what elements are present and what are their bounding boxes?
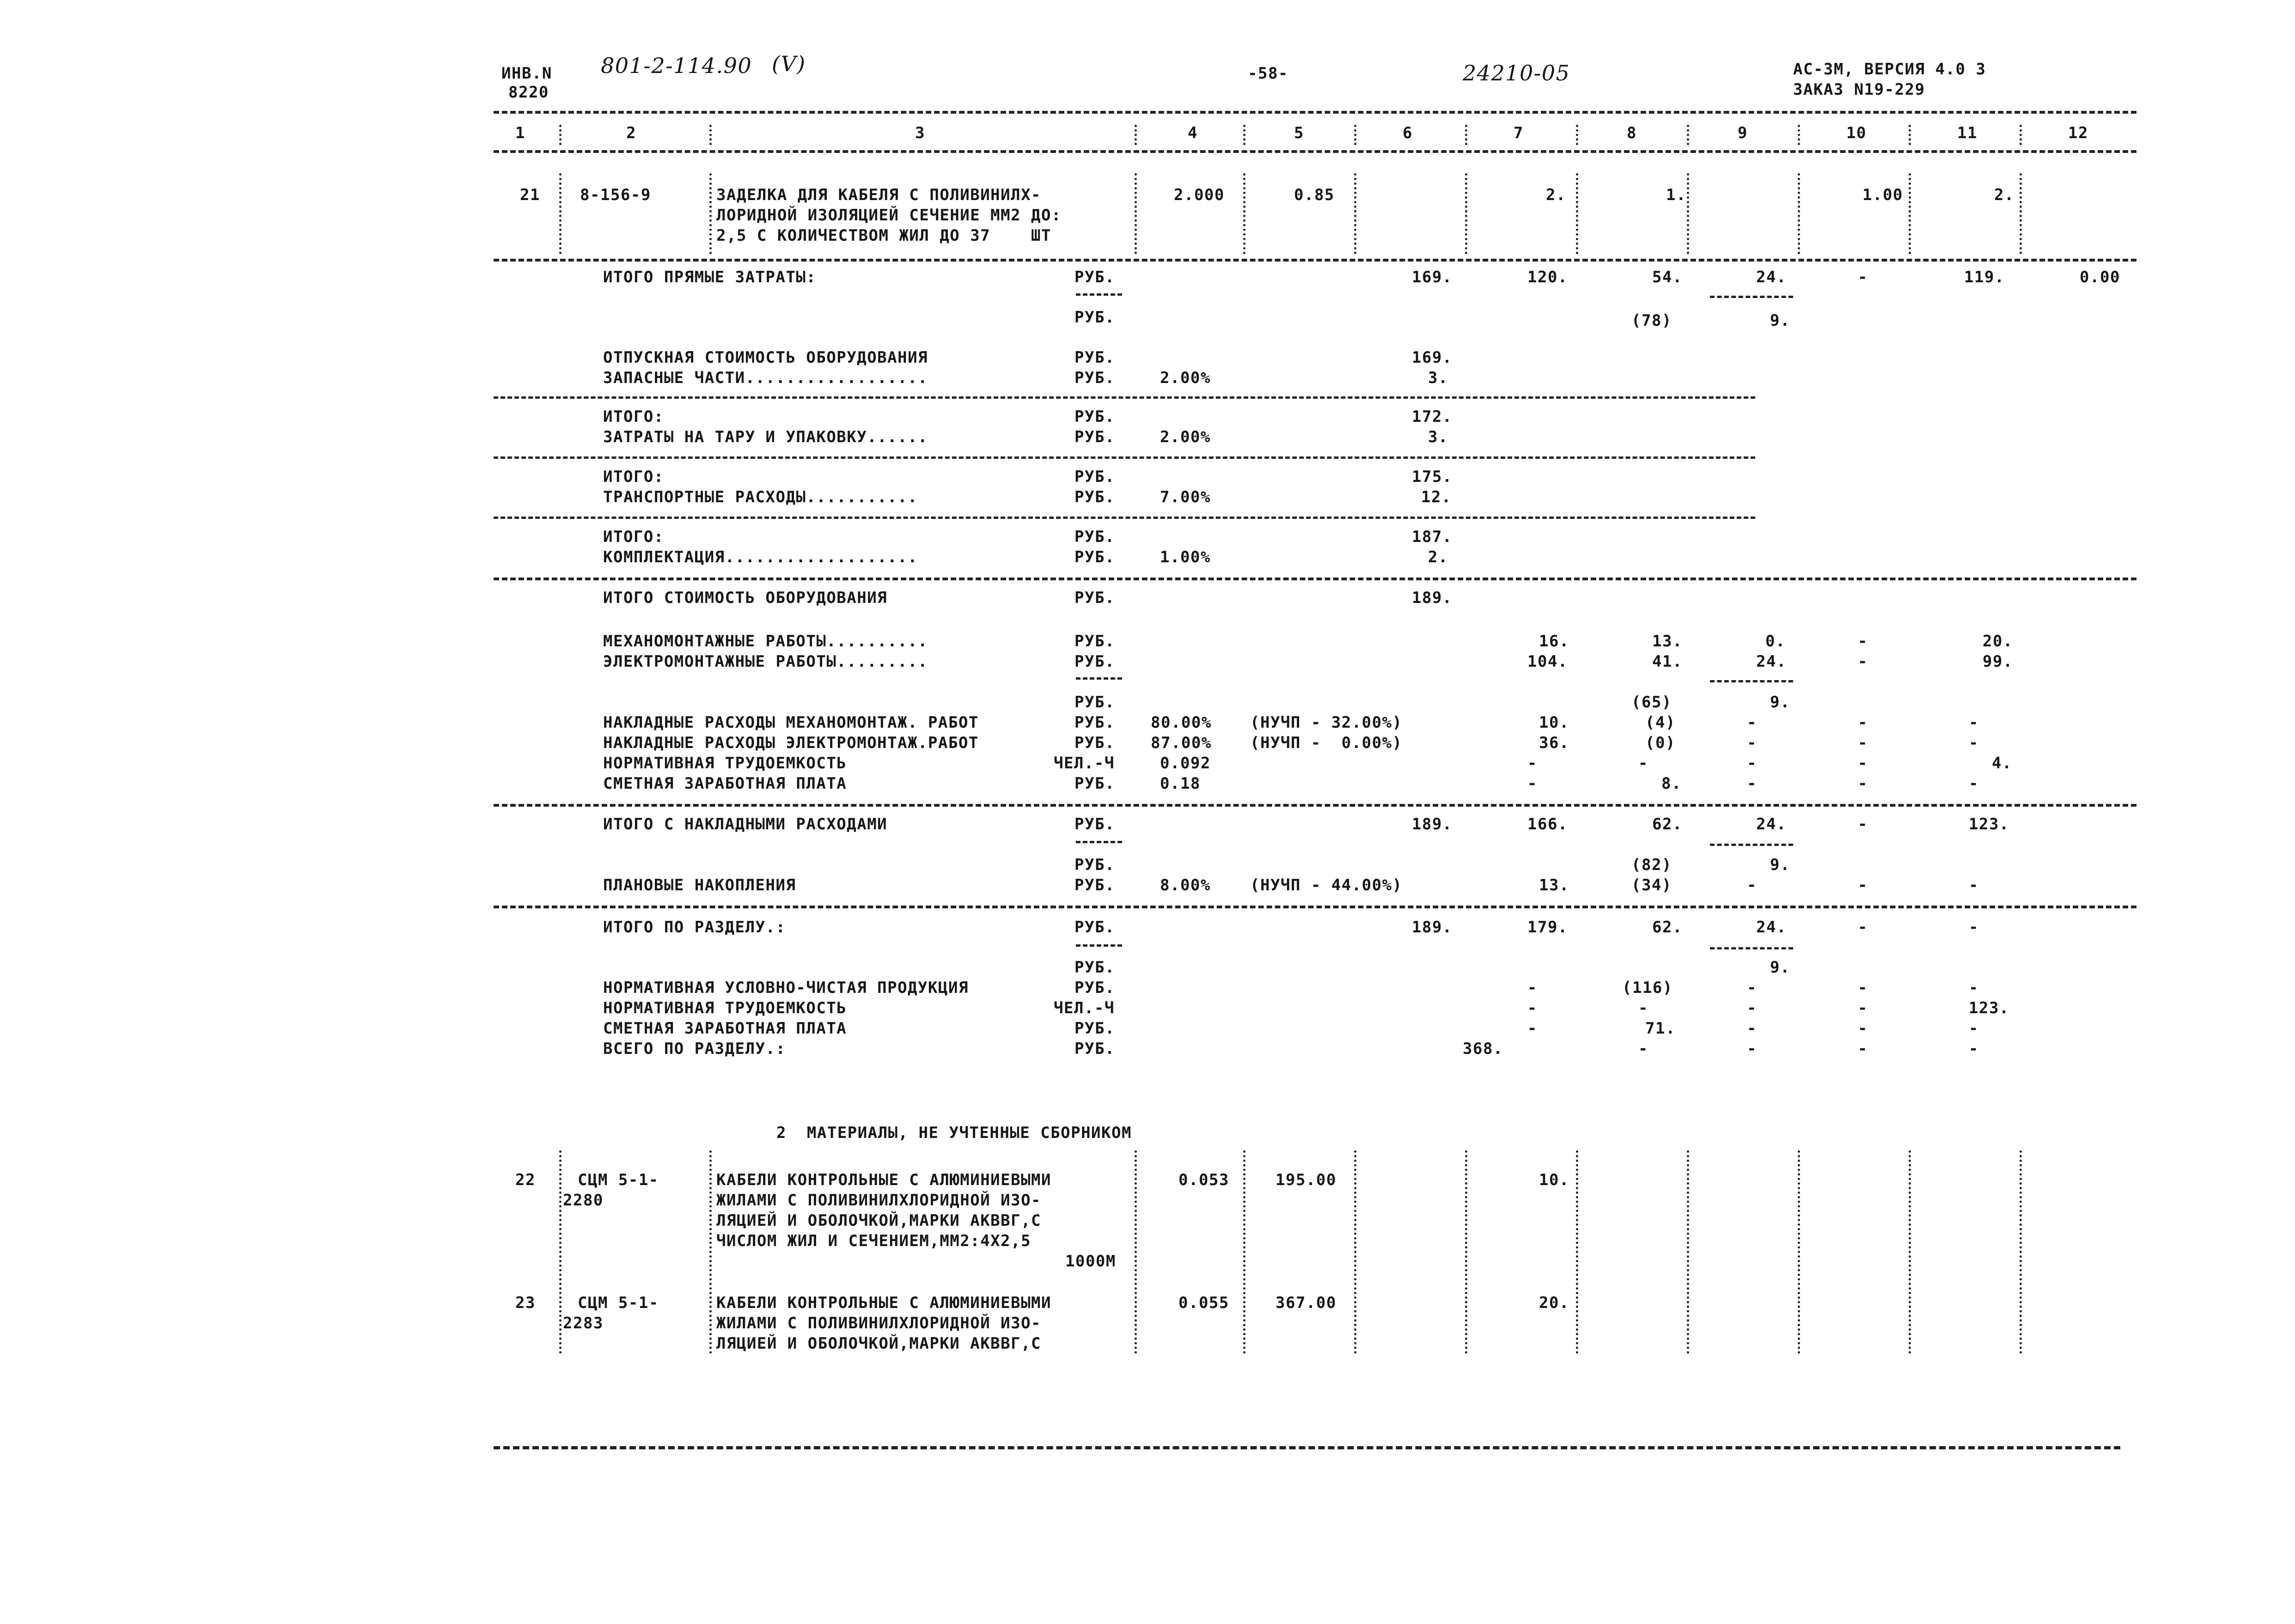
grand-total-col9: - <box>1747 1040 1757 1058</box>
item22-price: 195.00 <box>1276 1171 1337 1189</box>
labor1-label: НОРМАТИВНАЯ ТРУДОЕМКОСТЬ <box>603 754 847 772</box>
direct-costs-sub-rule <box>1076 293 1122 296</box>
item21-col-sep <box>1909 173 1911 254</box>
planned-savings-col10: - <box>1858 876 1868 894</box>
grand-total-col10: - <box>1858 1040 1868 1058</box>
labor1-value: 0.092 <box>1160 754 1211 772</box>
program-version: АС-3М, ВЕРСИЯ 4.0 3 <box>1793 60 1986 79</box>
item22-name-line4: ЧИСЛОМ ЖИЛ И СЕЧЕНИЕМ,ММ2:4Х2,5 <box>716 1232 1032 1250</box>
item22-name-line2: ЖИЛАМИ С ПОЛИВИНИЛХЛОРИДНОЙ ИЗО- <box>716 1191 1042 1210</box>
labor2-col8: - <box>1638 999 1648 1017</box>
column-number-11: 11 <box>1957 124 1978 142</box>
packaging-col6: 3. <box>1428 428 1448 446</box>
item21-col7: 2. <box>1546 186 1566 204</box>
column-number-10: 10 <box>1846 124 1867 142</box>
transport-unit: РУБ. <box>1074 488 1115 506</box>
section2-col-sep <box>709 1150 712 1354</box>
equip-price-col6: 169. <box>1412 348 1453 367</box>
mech-works-unit: РУБ. <box>1074 632 1115 651</box>
net-product-col8: (116) <box>1622 979 1673 997</box>
item21-col-sep <box>1687 173 1689 254</box>
overhead-elec-col7: 36. <box>1539 734 1569 752</box>
section2-col-sep <box>1465 1150 1467 1354</box>
overhead-mech-col9: - <box>1747 713 1757 732</box>
wage2-col11: - <box>1969 1019 1979 1038</box>
wage1-col9: - <box>1747 774 1757 793</box>
wage2-col9: - <box>1747 1019 1757 1038</box>
net-product-col7: - <box>1527 979 1538 997</box>
elec-works-col8-sub: (65) <box>1631 693 1672 712</box>
net-product-col11: - <box>1969 979 1979 997</box>
wage2-label: СМЕТНАЯ ЗАРАБОТНАЯ ПЛАТА <box>603 1019 847 1038</box>
equip-total-col6: 189. <box>1412 589 1453 607</box>
labor2-col9: - <box>1747 999 1757 1017</box>
document-mark: (V) <box>772 51 806 76</box>
overhead-mech-col7: 10. <box>1539 713 1569 732</box>
section-total-sub-rule <box>1710 947 1793 949</box>
wage1-col8: 8. <box>1661 774 1682 793</box>
item21-quantity: 2.000 <box>1174 186 1225 204</box>
overhead-mech-col11: - <box>1969 713 1979 732</box>
col-sep <box>1354 125 1356 145</box>
section-total-col11: - <box>1969 918 1979 937</box>
section2-col-sep <box>1135 1150 1137 1354</box>
item21-name-line3: 2,5 С КОЛИЧЕСТВОМ ЖИЛ ДО 37 ШТ <box>716 226 1052 245</box>
overhead-mech-label: НАКЛАДНЫЕ РАСХОДЫ МЕХАНОМОНТАЖ. РАБОТ <box>603 713 979 732</box>
item22-code-line2: 2280 <box>563 1191 604 1210</box>
section-total-col6: 189. <box>1412 918 1453 937</box>
rule-after-wage1 <box>494 804 2136 807</box>
item22-number: 22 <box>515 1171 536 1189</box>
direct-costs-sub-rule <box>1710 296 1793 298</box>
subtotal1-unit: РУБ. <box>1074 408 1115 426</box>
direct-costs-col7: 120. <box>1527 268 1568 286</box>
with-overhead-col8: 62. <box>1652 815 1683 833</box>
net-product-unit: РУБ. <box>1074 979 1115 997</box>
with-overhead-col6: 189. <box>1412 815 1453 833</box>
kit-col6: 2. <box>1428 548 1448 566</box>
item21-col-sep <box>1243 173 1245 254</box>
spare-parts-percent: 2.00% <box>1160 369 1211 387</box>
subtotal1-label: ИТОГО: <box>603 408 664 426</box>
equip-price-unit: РУБ. <box>1074 348 1115 367</box>
with-overhead-unit2: РУБ. <box>1074 856 1115 874</box>
wage2-unit: РУБ. <box>1074 1019 1115 1038</box>
planned-savings-label: ПЛАНОВЫЕ НАКОПЛЕНИЯ <box>603 876 796 894</box>
item23-quantity: 0.055 <box>1178 1294 1229 1312</box>
column-number-5: 5 <box>1294 124 1304 142</box>
mech-works-col7: 16. <box>1539 632 1569 651</box>
elec-works-label: ЭЛЕКТРОМОНТАЖНЫЕ РАБОТЫ......... <box>603 652 928 671</box>
item21-col-sep <box>2020 173 2022 254</box>
kit-percent: 1.00% <box>1160 548 1211 566</box>
column-number-7: 7 <box>1514 124 1524 142</box>
section-total-col9: 24. <box>1756 918 1787 937</box>
with-overhead-sub-rule <box>1076 841 1122 843</box>
mech-works-label: МЕХАНОМОНТАЖНЫЕ РАБОТЫ.......... <box>603 632 928 651</box>
net-product-label: НОРМАТИВНАЯ УСЛОВНО-ЧИСТАЯ ПРОДУКЦИЯ <box>603 979 969 997</box>
direct-costs-col10: - <box>1858 268 1868 286</box>
section-total-col10: - <box>1858 918 1868 937</box>
section2-col-sep <box>2020 1150 2022 1354</box>
mech-works-col9: 0. <box>1765 632 1786 651</box>
item21-name-line2: ЛОРИДНОЙ ИЗОЛЯЦИЕЙ СЕЧЕНИЕ ММ2 ДО: <box>716 206 1062 225</box>
mech-works-col11: 20. <box>1983 632 2013 651</box>
page-bottom-rule <box>494 1446 2120 1449</box>
wage1-col10: - <box>1858 774 1868 793</box>
overhead-mech-col8: (4) <box>1645 713 1676 732</box>
planned-savings-unit: РУБ. <box>1074 876 1115 894</box>
kit-label: КОМПЛЕКТАЦИЯ................... <box>603 548 918 566</box>
overhead-elec-col11: - <box>1969 734 1979 752</box>
header-rule-top <box>494 111 2136 114</box>
labor2-unit: ЧЕЛ.-Ч <box>1054 999 1115 1017</box>
overhead-elec-unit: РУБ. <box>1074 734 1115 752</box>
section-total-sub-rule <box>1076 944 1122 947</box>
direct-costs-col12: 0.00 <box>2080 268 2120 286</box>
column-number-3: 3 <box>915 124 925 142</box>
section2-col-sep <box>1687 1150 1689 1354</box>
direct-costs-unit: РУБ. <box>1074 268 1115 286</box>
header-rule-bottom <box>494 150 2136 153</box>
item21-col8: 1. <box>1666 186 1686 204</box>
item21-col-sep <box>1465 173 1467 254</box>
column-number-8: 8 <box>1627 124 1637 142</box>
section2-col-sep <box>1909 1150 1911 1354</box>
item23-name-line2: ЖИЛАМИ С ПОЛИВИНИЛХЛОРИДНОЙ ИЗО- <box>716 1314 1042 1332</box>
overhead-elec-col10: - <box>1858 734 1868 752</box>
labor2-label: НОРМАТИВНАЯ ТРУДОЕМКОСТЬ <box>603 999 847 1017</box>
direct-costs-col8-sub: (78) <box>1631 311 1672 330</box>
with-overhead-label: ИТОГО С НАКЛАДНЫМИ РАСХОДАМИ <box>603 815 888 833</box>
item21-col11: 2. <box>1994 186 2014 204</box>
equip-price-label: ОТПУСКНАЯ СТОИМОСТЬ ОБОРУДОВАНИЯ <box>603 348 928 367</box>
rule-after-packaging <box>494 456 1755 459</box>
item21-col-sep <box>1576 173 1578 254</box>
with-overhead-unit: РУБ. <box>1074 815 1115 833</box>
grand-total-col8: - <box>1638 1040 1648 1058</box>
inventory-label: ИНВ.N <box>501 64 552 83</box>
item23-price: 367.00 <box>1276 1294 1337 1312</box>
rule-after-planned-savings <box>494 906 2136 908</box>
section-total-col8: 62. <box>1652 918 1683 937</box>
packaging-percent: 2.00% <box>1160 428 1211 446</box>
kit-unit: РУБ. <box>1074 548 1115 566</box>
subtotal3-unit: РУБ. <box>1074 528 1115 546</box>
subtotal2-col6: 175. <box>1412 468 1453 486</box>
packaging-label: ЗАТРАТЫ НА ТАРУ И УПАКОВКУ...... <box>603 428 928 446</box>
item21-code: 8-156-9 <box>580 186 651 204</box>
labor1-col7: - <box>1527 754 1538 772</box>
item22-col7: 10. <box>1539 1171 1569 1189</box>
labor2-col11: 123. <box>1969 999 2009 1017</box>
elec-works-col9-sub: 9. <box>1770 693 1790 712</box>
col-sep <box>1798 125 1800 145</box>
col-sep <box>2020 125 2022 145</box>
item22-name-line3: ЛЯЦИЕЙ И ОБОЛОЧКОЙ,МАРКИ АКВВГ,С <box>716 1211 1042 1230</box>
overhead-elec-label: НАКЛАДНЫЕ РАСХОДЫ ЭЛЕКТРОМОНТАЖ.РАБОТ <box>603 734 979 752</box>
rule-after-item21 <box>494 259 2136 262</box>
labor1-col11: 4. <box>1992 754 2012 772</box>
subtotal3-col6: 187. <box>1412 528 1453 546</box>
column-number-12: 12 <box>2068 124 2088 142</box>
item23-code-line2: 2283 <box>563 1314 604 1332</box>
with-overhead-col9-sub: 9. <box>1770 856 1790 874</box>
with-overhead-col9: 24. <box>1756 815 1787 833</box>
transport-col6: 12. <box>1421 488 1452 506</box>
item22-code-line1: СЦМ 5-1- <box>578 1171 659 1189</box>
elec-works-col10: - <box>1858 652 1868 671</box>
item21-col-sep <box>709 173 712 254</box>
spare-parts-unit: РУБ. <box>1074 369 1115 387</box>
labor1-unit: ЧЕЛ.-Ч <box>1054 754 1115 772</box>
packaging-unit: РУБ. <box>1074 428 1115 446</box>
wage2-col10: - <box>1858 1019 1868 1038</box>
col-sep <box>1135 125 1137 145</box>
item21-col10: 1.00 <box>1862 186 1903 204</box>
direct-costs-unit2: РУБ. <box>1074 308 1115 327</box>
planned-savings-percent: 8.00% <box>1160 876 1211 894</box>
section-total-unit2: РУБ. <box>1074 958 1115 977</box>
item23-name-line3: ЛЯЦИЕЙ И ОБОЛОЧКОЙ,МАРКИ АКВВГ,С <box>716 1334 1042 1353</box>
planned-savings-col9: - <box>1747 876 1757 894</box>
section-total-unit: РУБ. <box>1074 918 1115 937</box>
item21-price: 0.85 <box>1294 186 1335 204</box>
item21-number: 21 <box>520 186 540 204</box>
grand-total-label: ВСЕГО ПО РАЗДЕЛУ.: <box>603 1040 786 1058</box>
item21-col-sep <box>559 173 562 254</box>
elec-works-col7: 104. <box>1527 652 1568 671</box>
overhead-mech-note: (НУЧП - 32.00%) <box>1250 713 1403 732</box>
labor1-col8: - <box>1638 754 1648 772</box>
rule-after-kit <box>494 578 2136 580</box>
labor2-col10: - <box>1858 999 1868 1017</box>
section2-col-sep <box>1354 1150 1356 1354</box>
transport-label: ТРАНСПОРТНЫЕ РАСХОДЫ........... <box>603 488 918 506</box>
with-overhead-col11: 123. <box>1969 815 2009 833</box>
section2-col-sep <box>1243 1150 1245 1354</box>
wage1-col11: - <box>1969 774 1979 793</box>
mech-works-col8: 13. <box>1652 632 1683 651</box>
overhead-mech-unit: РУБ. <box>1074 713 1115 732</box>
grand-total-col11: - <box>1969 1040 1979 1058</box>
project-code: 24210-05 <box>1463 61 1570 85</box>
col-sep <box>559 125 562 145</box>
equip-total-label: ИТОГО СТОИМОСТЬ ОБОРУДОВАНИЯ <box>603 589 888 607</box>
rule-after-spare-parts <box>494 396 1755 399</box>
elec-works-sub-rule <box>1076 677 1122 680</box>
column-number-6: 6 <box>1403 124 1413 142</box>
rule-after-transport <box>494 517 1755 519</box>
net-product-col9: - <box>1747 979 1757 997</box>
direct-costs-col6: 169. <box>1412 268 1453 286</box>
col-sep <box>1576 125 1578 145</box>
mech-works-col10: - <box>1858 632 1868 651</box>
transport-percent: 7.00% <box>1160 488 1211 506</box>
section-total-col7: 179. <box>1527 918 1568 937</box>
direct-costs-col8: 54. <box>1652 268 1683 286</box>
item21-col-sep <box>1354 173 1356 254</box>
item21-col-sep <box>1135 173 1137 254</box>
section2-col-sep <box>1576 1150 1578 1354</box>
with-overhead-col10: - <box>1858 815 1868 833</box>
labor2-col7: - <box>1527 999 1538 1017</box>
item22-quantity: 0.053 <box>1178 1171 1229 1189</box>
col-sep <box>709 125 712 145</box>
elec-works-unit2: РУБ. <box>1074 693 1115 712</box>
wage2-col7: - <box>1527 1019 1538 1038</box>
grand-total-unit: РУБ. <box>1074 1040 1115 1058</box>
direct-costs-label: ИТОГО ПРЯМЫЕ ЗАТРАТЫ: <box>603 268 817 286</box>
column-number-9: 9 <box>1738 124 1748 142</box>
item21-name-line1: ЗАДЕЛКА ДЛЯ КАБЕЛЯ С ПОЛИВИНИЛХ- <box>716 186 1042 204</box>
section-total-col9-sub: 9. <box>1770 958 1790 977</box>
section-total-label: ИТОГО ПО РАЗДЕЛУ.: <box>603 918 786 937</box>
column-number-1: 1 <box>515 124 525 142</box>
item21-col-sep <box>1798 173 1800 254</box>
inventory-number: 8220 <box>508 83 549 102</box>
planned-savings-col7: 13. <box>1539 876 1569 894</box>
subtotal3-label: ИТОГО: <box>603 528 664 546</box>
wage1-value: 0.18 <box>1160 774 1201 793</box>
spare-parts-col6: 3. <box>1428 369 1448 387</box>
document-code: 801-2-114.90 <box>601 53 752 78</box>
section2-title: 2 МАТЕРИАЛЫ, НЕ УЧТЕННЫЕ СБОРНИКОМ <box>776 1124 1132 1142</box>
direct-costs-col9: 24. <box>1756 268 1787 286</box>
overhead-elec-col8: (0) <box>1645 734 1676 752</box>
labor1-col10: - <box>1858 754 1868 772</box>
wage1-label: СМЕТНАЯ ЗАРАБОТНАЯ ПЛАТА <box>603 774 847 793</box>
subtotal1-col6: 172. <box>1412 408 1453 426</box>
elec-works-sub-rule <box>1710 680 1793 682</box>
item22-name-line1: КАБЕЛИ КОНТРОЛЬНЫЕ С АЛЮМИНИЕВЫМИ <box>716 1171 1052 1189</box>
elec-works-col8: 41. <box>1652 652 1683 671</box>
overhead-elec-col9: - <box>1747 734 1757 752</box>
item23-number: 23 <box>515 1294 536 1312</box>
column-number-2: 2 <box>626 124 636 142</box>
section2-col-sep <box>559 1150 562 1354</box>
spare-parts-label: ЗАПАСНЫЕ ЧАСТИ.................. <box>603 369 928 387</box>
col-sep <box>1243 125 1245 145</box>
order-number: ЗАКАЗ N19-229 <box>1793 80 1925 99</box>
section2-col-sep <box>1798 1150 1800 1354</box>
with-overhead-col7: 166. <box>1527 815 1568 833</box>
equip-total-unit: РУБ. <box>1074 589 1115 607</box>
planned-savings-col11: - <box>1969 876 1979 894</box>
col-sep <box>1465 125 1467 145</box>
item23-code-line1: СЦМ 5-1- <box>578 1294 659 1312</box>
item22-unit: 1000М <box>1065 1252 1116 1271</box>
elec-works-unit: РУБ. <box>1074 652 1115 671</box>
grand-total-col6: 368. <box>1463 1040 1503 1058</box>
subtotal2-label: ИТОГО: <box>603 468 664 486</box>
item23-col7: 20. <box>1539 1294 1569 1312</box>
col-sep <box>1909 125 1911 145</box>
planned-savings-col8: (34) <box>1631 876 1672 894</box>
direct-costs-col11: 119. <box>1964 268 2005 286</box>
item23-name-line1: КАБЕЛИ КОНТРОЛЬНЫЕ С АЛЮМИНИЕВЫМИ <box>716 1294 1052 1312</box>
col-sep <box>1687 125 1689 145</box>
column-number-4: 4 <box>1188 124 1198 142</box>
net-product-col10: - <box>1858 979 1868 997</box>
planned-savings-note: (НУЧП - 44.00%) <box>1250 876 1403 894</box>
wage2-col8: 71. <box>1645 1019 1676 1038</box>
with-overhead-sub-rule <box>1710 844 1793 846</box>
overhead-mech-col10: - <box>1858 713 1868 732</box>
direct-costs-col9-sub: 9. <box>1770 311 1790 330</box>
overhead-elec-note: (НУЧП - 0.00%) <box>1250 734 1403 752</box>
page-number: -58- <box>1248 64 1288 83</box>
wage1-col7: - <box>1527 774 1538 793</box>
overhead-mech-percent: 80.00% <box>1151 713 1212 732</box>
elec-works-col11: 99. <box>1983 652 2013 671</box>
elec-works-col9: 24. <box>1756 652 1787 671</box>
overhead-elec-percent: 87.00% <box>1151 734 1212 752</box>
wage1-unit: РУБ. <box>1074 774 1115 793</box>
with-overhead-col8-sub: (82) <box>1631 856 1672 874</box>
subtotal2-unit: РУБ. <box>1074 468 1115 486</box>
labor1-col9: - <box>1747 754 1757 772</box>
